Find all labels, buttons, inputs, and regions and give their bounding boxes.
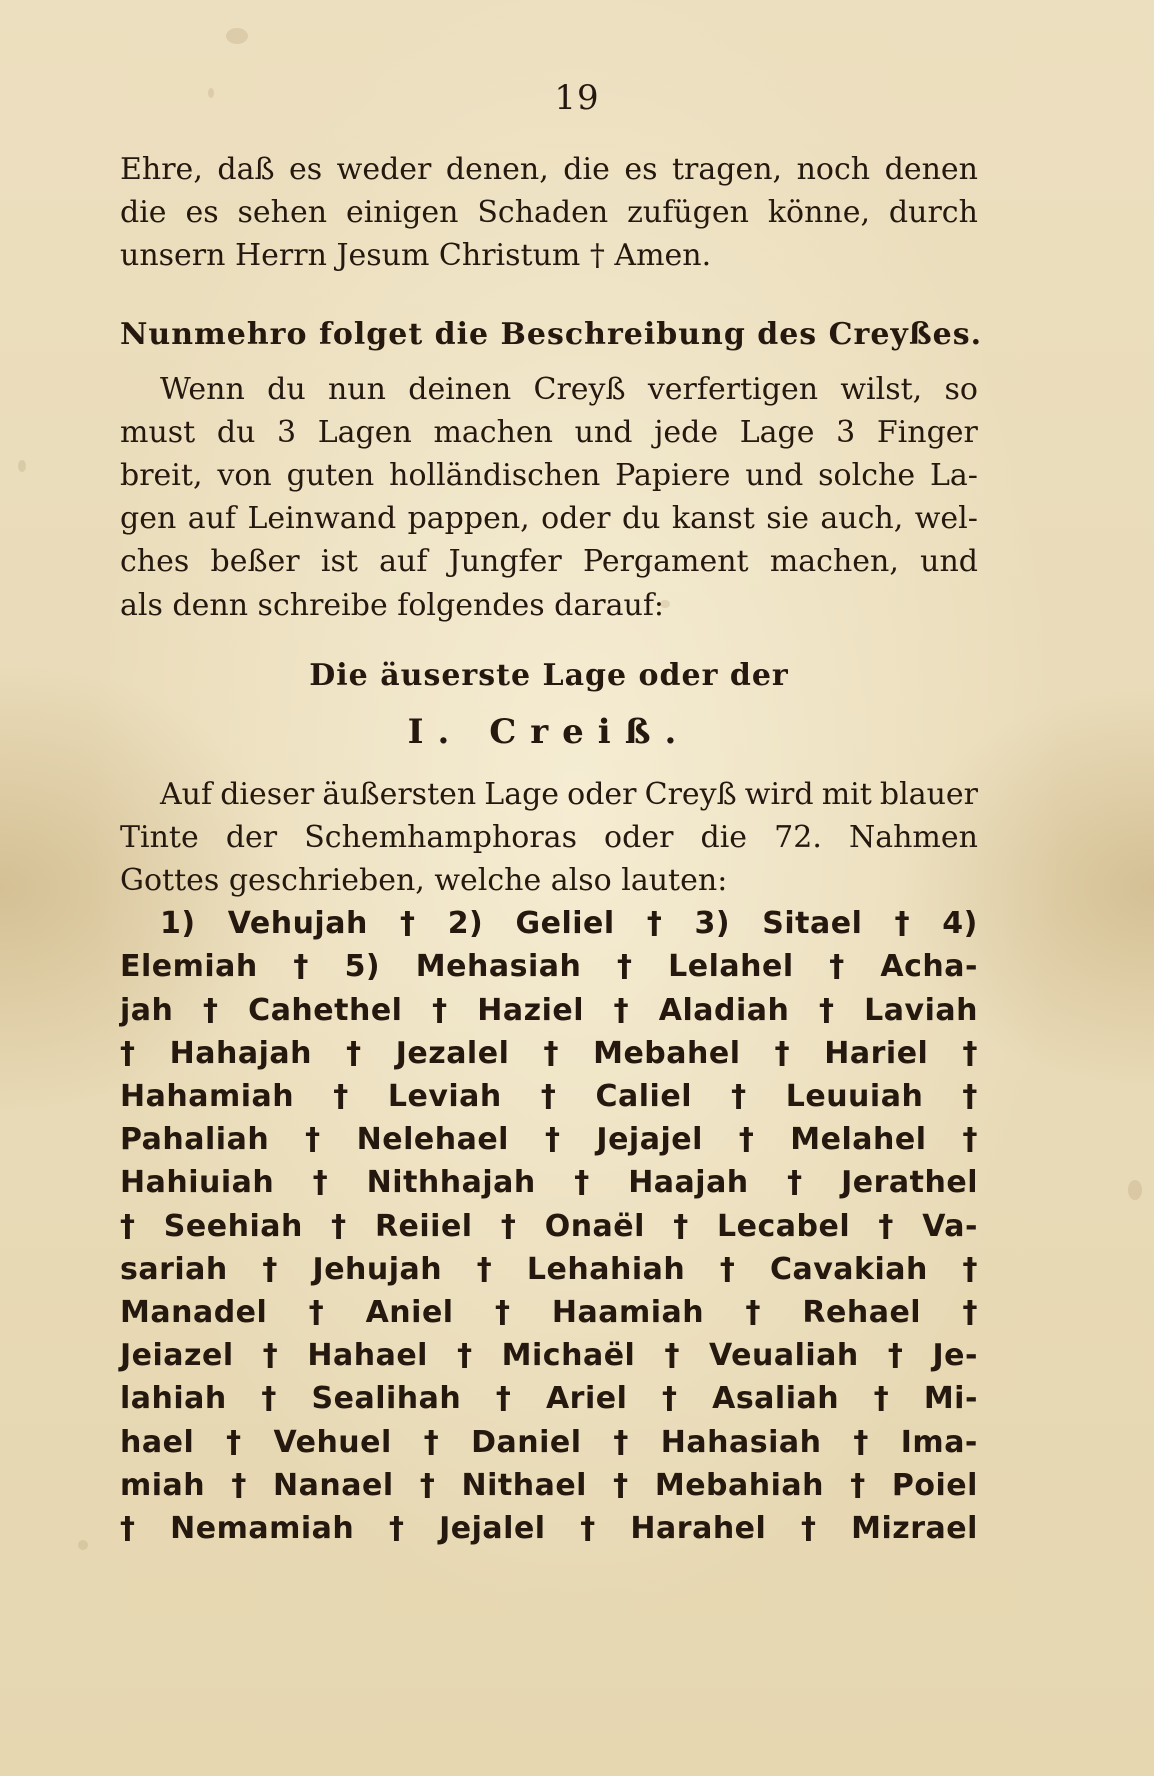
page-content xyxy=(120,148,983,1550)
text-line: Gottes geschrieben, welche also lauten: xyxy=(120,863,728,899)
text-line: Wenn du nun deinen Creyß verfertigen wilst, so xyxy=(160,371,978,407)
divine-names-list xyxy=(120,902,978,1550)
paragraph xyxy=(120,368,978,627)
text-line: als denn schreibe folgendes darauf: xyxy=(120,587,665,623)
paper-stain xyxy=(78,1540,88,1550)
page-number: 19 xyxy=(554,78,600,118)
text-line: die es sehen einigen Schaden zufügen könne, durch xyxy=(120,195,978,231)
text-line: Tinte der Schemhamphoras oder die 72. Nahmen xyxy=(120,819,978,855)
circle-heading: I. Creiß. xyxy=(407,711,691,752)
names-line: Elemiah † 5) Mehasiah † Lelahel † Acha- xyxy=(120,949,978,985)
text-line: gen auf Leinwand pappen, oder du kanst sie auch, wel- xyxy=(120,501,978,537)
intro-text xyxy=(120,148,978,278)
paper-stain xyxy=(18,460,26,472)
names-line: lahiah † Sealihah † Ariel † Asaliah † Mi- xyxy=(120,1381,978,1417)
names-line: † Hahajah † Jezalel † Mebahel † Hariel † xyxy=(120,1035,978,1071)
names-line: sariah † Jehujah † Lehahiah † Cavakiah † xyxy=(120,1251,978,1287)
text-line: breit, von guten holländischen Papiere und solche La- xyxy=(120,457,978,493)
names-line: † Nemamiah † Jejalel † Harahel † Mizrael xyxy=(120,1510,978,1546)
names-line: jah † Cahethel † Haziel † Aladiah † Laviah xyxy=(120,992,978,1028)
text-line: ches beßer ist auf Jungfer Pergament machen, und xyxy=(120,544,978,580)
names-line: Jeiazel † Hahael † Michaël † Veualiah † Je- xyxy=(120,1338,978,1374)
instruction-text xyxy=(120,773,978,903)
text-line: Ehre, daß es weder denen, die es tragen, noch denen xyxy=(120,152,978,187)
text-line: must du 3 Lagen machen und jede Lage 3 Finger xyxy=(120,414,978,450)
names-line: miah † Nanael † Nithael † Mebahiah † Poiel xyxy=(120,1467,978,1503)
text-line: Auf dieser äußersten Lage oder Creyß wird mit blauer xyxy=(160,776,978,812)
names-line: Pahaliah † Nelehael † Jejajel † Melahel † xyxy=(120,1122,978,1158)
sub-heading: Die äuserste Lage oder der xyxy=(309,657,789,693)
names-line: Manadel † Aniel † Haamiah † Rehael † xyxy=(120,1294,978,1330)
names-line: 1) Vehujah † 2) Geliel † 3) Sitael † 4) xyxy=(160,906,978,942)
section-heading: Nunmehro folget die Beschreibung des Creyßes. xyxy=(120,316,983,352)
names-line: † Seehiah † Reiiel † Onaël † Lecabel † Va- xyxy=(120,1208,978,1244)
names-line: Hahiuiah † Nithhajah † Haajah † Jerathel xyxy=(120,1165,978,1201)
paper-stain xyxy=(226,28,248,44)
text-line: unsern Herrn Jesum Christum † Amen. xyxy=(120,238,712,274)
paper-stain xyxy=(1128,1180,1142,1200)
names-line: Hahamiah † Leviah † Caliel † Leuuiah † xyxy=(120,1079,978,1114)
names-line: hael † Vehuel † Daniel † Hahasiah † Ima- xyxy=(120,1424,978,1460)
